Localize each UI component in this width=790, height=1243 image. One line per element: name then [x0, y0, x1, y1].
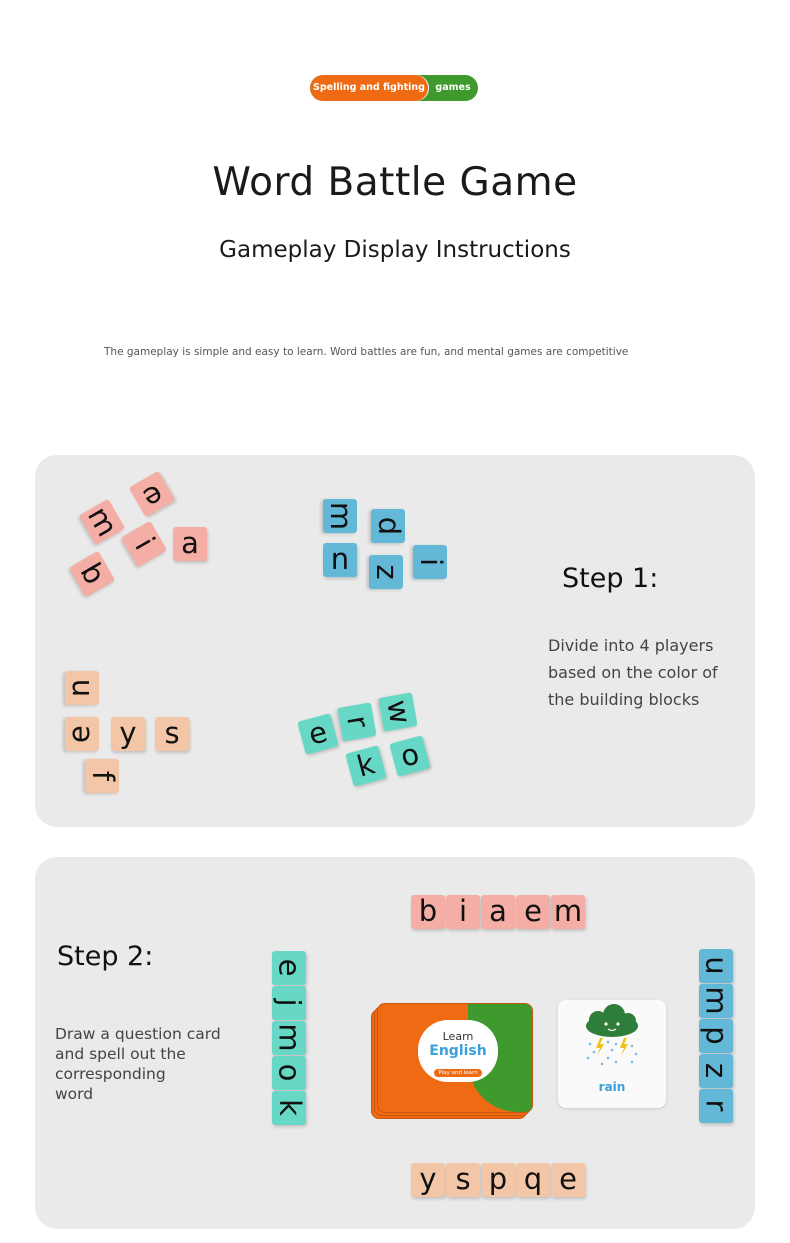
block-letter: e [272, 958, 307, 977]
block-letter: p [699, 1026, 734, 1045]
letter-block [272, 951, 306, 985]
pink-block-row [411, 895, 586, 929]
blue-block-column [699, 949, 733, 1124]
letter-block: f [85, 759, 119, 793]
letter-block: a [481, 895, 515, 929]
letter-block [272, 1021, 306, 1055]
letter-block [699, 1054, 733, 1088]
card-logo-line2: English [429, 1043, 487, 1059]
step2-description [55, 1024, 221, 1104]
letter-block: b [69, 551, 115, 597]
letter-block: y [411, 1163, 445, 1197]
question-card [377, 1003, 533, 1113]
letter-block: p [481, 1163, 515, 1197]
letter-block: z [369, 555, 403, 589]
letter-block: i [121, 521, 167, 567]
step2-panel [35, 857, 755, 1229]
page-title: Word Battle Game [212, 160, 578, 205]
step2-desc-line: Draw a question card [55, 1025, 221, 1043]
step1-description [548, 632, 718, 713]
letter-block: r [337, 702, 376, 741]
letter-block [272, 986, 306, 1020]
letter-block: s [155, 717, 189, 751]
letter-block: m [79, 499, 125, 545]
badge-left-label: Spelling and fighting [310, 75, 428, 101]
letter-block: o [389, 735, 431, 777]
card-logo-line3: Play and learn [434, 1069, 481, 1077]
letter-block: n [323, 543, 357, 577]
letter-block: m [323, 499, 357, 533]
letter-block: s [446, 1163, 480, 1197]
letter-block: i [413, 545, 447, 579]
letter-block: q [516, 1163, 550, 1197]
block-letter: o [272, 1063, 307, 1082]
card-logo-line1: Learn [442, 1030, 474, 1043]
block-letter: m [699, 986, 734, 1015]
letter-block [699, 949, 733, 983]
block-letter: z [699, 1062, 734, 1079]
card-logo [418, 1020, 498, 1082]
letter-block: e [551, 1163, 585, 1197]
peach-block-row [411, 1163, 586, 1197]
step1-panel [35, 455, 755, 827]
step1-desc-line: Divide into 4 players [548, 636, 714, 655]
letter-block: w [378, 692, 417, 731]
badge-right-label: games [435, 82, 471, 93]
word-card-text: rain [598, 1080, 626, 1094]
letter-block: b [411, 895, 445, 929]
letter-block [272, 1056, 306, 1090]
block-letter: m [272, 1023, 307, 1052]
rain-cloud-icon [558, 1000, 666, 1080]
block-letter: k [272, 1099, 307, 1116]
word-card [558, 1000, 666, 1108]
block-letter: u [699, 956, 734, 975]
letter-block: y [111, 717, 145, 751]
letter-block: e [297, 713, 339, 755]
step2-desc-line: corresponding [55, 1065, 166, 1083]
letter-block: u [65, 671, 99, 705]
letter-block [272, 1091, 306, 1125]
letter-block: m [551, 895, 585, 929]
letter-block [699, 984, 733, 1018]
letter-block [699, 1089, 733, 1123]
step2-desc-line: word [55, 1085, 94, 1103]
tagline: The gameplay is simple and easy to learn. Word battles are fun, and mental games are competitive [104, 346, 629, 358]
letter-block: a [173, 527, 207, 561]
page-subtitle: Gameplay Display Instructions [219, 237, 571, 263]
letter-block: d [371, 509, 405, 543]
step2-desc-line: and spell out the [55, 1045, 186, 1063]
step2-title: Step 2: [57, 941, 154, 972]
letter-block: e [516, 895, 550, 929]
letter-block: i [446, 895, 480, 929]
letter-block: ə [129, 471, 175, 517]
teal-block-column [272, 951, 306, 1126]
step1-title: Step 1: [562, 563, 659, 594]
question-card-stack [371, 1003, 531, 1111]
letter-block [699, 1019, 733, 1053]
block-letter: j [272, 998, 307, 1007]
step1-desc-line: the building blocks [548, 690, 700, 709]
step1-desc-line: based on the color of [548, 663, 718, 682]
category-badge [310, 75, 478, 101]
block-letter: r [699, 1099, 734, 1112]
letter-block: ə [65, 717, 99, 751]
letter-block: k [345, 745, 387, 787]
